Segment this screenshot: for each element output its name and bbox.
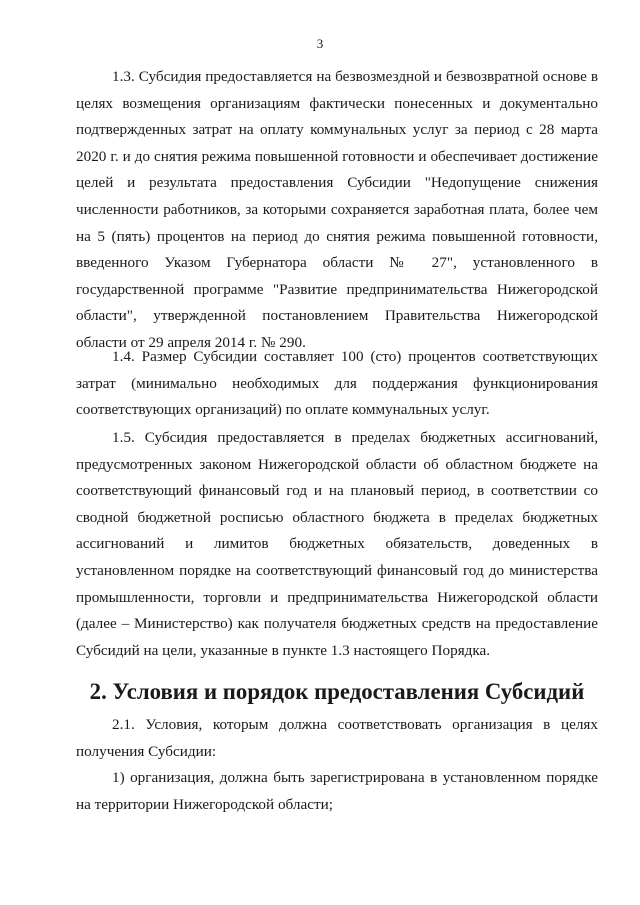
page-number: 3 (316, 36, 324, 51)
paragraph-1-5: 1.5. Субсидия предоставляется в пределах бюджетных ассигнований, предусмотренных законом Нижегородской области об областном бюджете на соответствующий финансовый год и на плановый период, в соответствии со сводной бюджетной росписью областного бюджета в пределах бюджетных ассигнований и лимитов бюджетных обязательств, доведенных в установленном порядке на соответствующий финансовый год до министерства промышленности, торговли и предпринимательства Нижегородской области (далее – Министерство) как получателя бюджетных средств на предоставление Субсидий на цели, указанные в пункте 1.3 настоящего Порядка. (76, 429, 598, 659)
paragraph-2-1: 2.1. Условия, которым должна соответствовать организация в целях получения Субсидии: (76, 716, 598, 760)
paragraph-2-1-item-1: 1) организация, должна быть зарегистрирована в установленном порядке на территории Нижегородской области; (76, 769, 598, 813)
paragraph-1-3: 1.3. Субсидия предоставляется на безвозмездной и безвозвратной основе в целях возмещения организациям фактически понесенных и документально подтвержденных затрат на оплату коммунальных услуг за период с 28 марта 2020 г. и до снятия режима повышенной готовности и обеспечивает достижение целей и результата предоставления Субсидии "Недопущение снижения численности работников, за которыми сохраняется заработная плата, более чем на 5 (пять) процентов на период до снятия режима повышенной готовности, введенного Указом Губернатора области № 27", установленного в государственной программе "Развитие предпринимательства Нижегородской области", утвержденной постановлением Правительства Нижегородской области от 29 апреля 2014 г. № 290. (76, 68, 598, 351)
paragraph-1-4: 1.4. Размер Субсидии составляет 100 (сто) процентов соответствующих затрат (минимально необходимых для поддержания функционирования соответствующих организаций) по оплате коммунальных услуг. (76, 348, 598, 419)
section-2-heading: 2. Условия и порядок предоставления Субсидий (89, 679, 585, 704)
